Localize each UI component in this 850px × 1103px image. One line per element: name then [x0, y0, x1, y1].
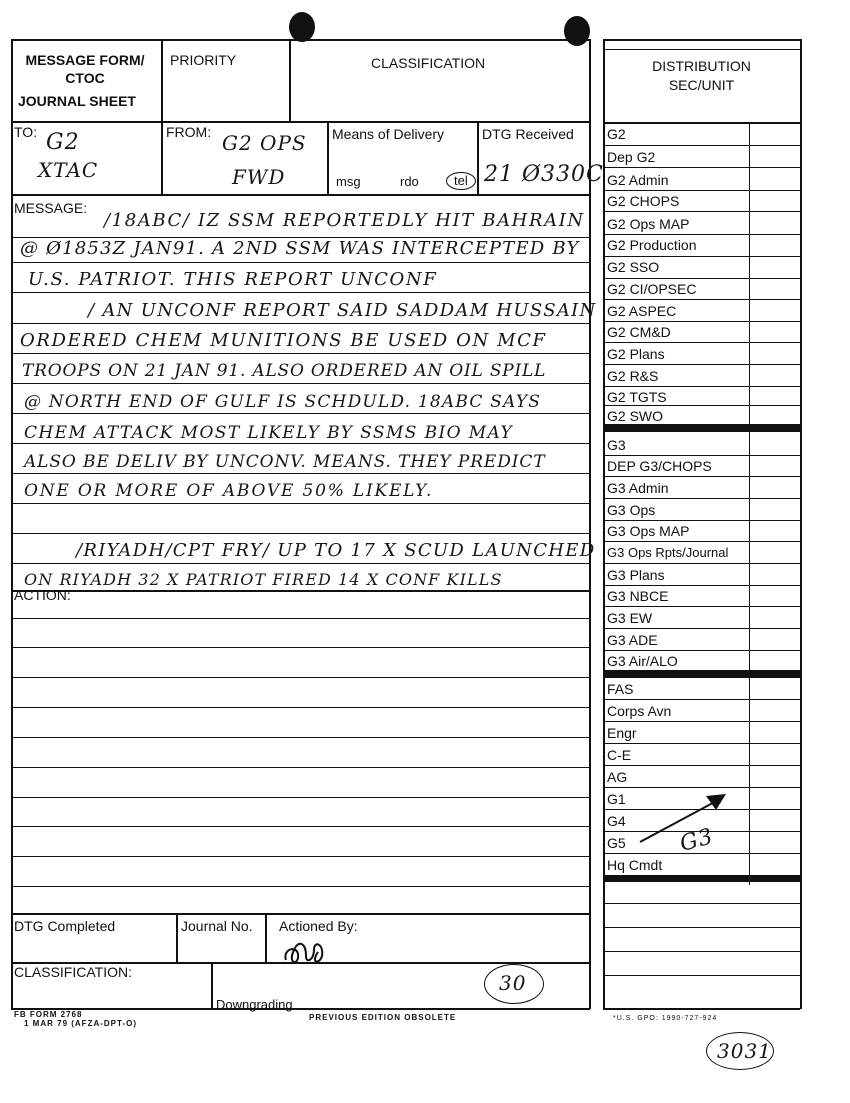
downgrading-label: Downgrading [216, 997, 293, 1012]
form-title-line-1: MESSAGE FORM/ [25, 52, 145, 68]
distribution-header: DISTRIBUTION SEC/UNIT [652, 58, 751, 93]
form-title-line-2: CTOC [65, 70, 105, 86]
dist-item-c-e: C-E [607, 747, 632, 763]
dist-item-g2-rs: G2 R&S [607, 368, 659, 384]
footer-classification-label: CLASSIFICATION: [14, 964, 132, 980]
delivery-option-tel: tel [446, 172, 476, 190]
initials-signature [280, 930, 330, 968]
from-label: FROM: [166, 124, 212, 140]
dtg-received-value: 21 Ø330C [484, 162, 604, 187]
priority-label: PRIORITY [170, 52, 237, 68]
dist-item-g3-plans: G3 Plans [607, 567, 665, 583]
dist-item-g3-air-alo: G3 Air/ALO [607, 653, 678, 669]
dist-item-corps-avn: Corps Avn [607, 703, 672, 719]
actioned-by-label: Actioned By: [279, 918, 358, 934]
dist-item-g3-ade: G3 ADE [607, 632, 658, 648]
dist-item-g2-admin: G2 Admin [607, 172, 669, 188]
dist-item-fas: FAS [607, 681, 634, 697]
dtg-completed-label: DTG Completed [14, 918, 116, 934]
message-line: / AN UNCONF REPORT SAID SADDAM HUSSAIN [88, 300, 597, 321]
dist-item-g3-ops-map: G3 Ops MAP [607, 523, 690, 539]
dist-item-g2-aspec: G2 ASPEC [607, 303, 677, 319]
previous-edition-note: PREVIOUS EDITION OBSOLETE [309, 1013, 457, 1022]
message-line: TROOPS ON 21 JAN 91. ALSO ORDERED AN OIL SPILL [22, 361, 547, 381]
dist-item-g2-ci-opsec: G2 CI/OPSEC [607, 281, 697, 297]
delivery-label: Means of Delivery [332, 126, 445, 142]
dist-item-g2: G2 [607, 126, 626, 142]
handwritten-distribution-note: G3 [677, 824, 717, 857]
form-number: FB FORM 2768 1 MAR 79 (AFZA-DPT-O) [14, 1010, 137, 1028]
delivery-option-rdo: rdo [400, 174, 419, 189]
form-title-line-3: JOURNAL SHEET [18, 93, 136, 109]
message-label: MESSAGE: [14, 200, 88, 216]
message-line: @ NORTH END OF GULF IS SCHDULD. 18ABC SAYS [24, 392, 542, 412]
section-divider [603, 670, 800, 678]
dist-item-g2-production: G2 Production [607, 237, 697, 253]
section-divider [603, 424, 800, 432]
dtg-received-label: DTG Received [482, 126, 574, 142]
dist-item-dep-g2: Dep G2 [607, 149, 656, 165]
dist-item-g3-ops-rpts-journal: G3 Ops Rpts/Journal [607, 545, 729, 560]
message-line: /18ABC/ IZ SSM REPORTEDLY HIT BAHRAIN [104, 210, 585, 231]
punch-hole-left [289, 12, 315, 42]
section-divider [603, 875, 800, 882]
dist-item-ag: AG [607, 769, 628, 785]
to-label: TO: [14, 124, 38, 140]
dist-item-g2-cmd: G2 CM&D [607, 324, 671, 340]
from-value-1: G2 OPS [222, 131, 307, 155]
gpo-note: *U.S. GPO: 1990-727-924 [613, 1015, 718, 1022]
message-line: /RIYADH/CPT FRY/ UP TO 17 X SCUD LAUNCHED [76, 540, 596, 561]
message-line: ORDERED CHEM MUNITIONS BE USED ON MCF [20, 330, 547, 351]
delivery-option-msg: msg [336, 174, 361, 189]
dist-item-g3-ops: G3 Ops [607, 502, 656, 518]
to-value-2: XTAC [38, 158, 99, 182]
dist-item-g1: G1 [607, 791, 626, 807]
dist-item-dep-g3-chops: DEP G3/CHOPS [607, 458, 712, 474]
dist-item-g2-chops: G2 CHOPS [607, 193, 680, 209]
circled-number: 30 [484, 964, 544, 1004]
dist-item-g4: G4 [607, 813, 626, 829]
dist-item-g3-admin: G3 Admin [607, 480, 669, 496]
dist-item-engr: Engr [607, 725, 637, 741]
dist-item-g2-ops-map: G2 Ops MAP [607, 216, 690, 232]
dist-item-g3: G3 [607, 437, 626, 453]
journal-no-label: Journal No. [181, 918, 253, 934]
message-line: ONE OR MORE OF ABOVE 50% LIKELY. [24, 481, 434, 501]
message-line: ON RIYADH 32 X PATRIOT FIRED 14 X CONF KILLS [24, 570, 503, 589]
message-line: @ Ø1853Z JAN91. A 2ND SSM WAS INTERCEPTED BY [20, 238, 580, 259]
dist-item-g2-sso: G2 SSO [607, 259, 660, 275]
action-label: ACTION: [14, 587, 71, 603]
dist-item-g2-swo: G2 SWO [607, 408, 664, 424]
dist-item-g5: G5 [607, 835, 626, 851]
form-title [20, 52, 150, 109]
message-line: ALSO BE DELIV BY UNCONV. MEANS. THEY PREDICT [24, 452, 546, 472]
message-line: CHEM ATTACK MOST LIKELY BY SSMS BIO MAY [24, 423, 514, 443]
to-value-1: G2 [46, 130, 80, 155]
dist-item-g3-ew: G3 EW [607, 610, 653, 626]
dist-item-g2-tgts: G2 TGTS [607, 389, 667, 405]
from-value-2: FWD [232, 165, 286, 189]
dist-item-g2-plans: G2 Plans [607, 346, 665, 362]
page-number: 3031 [706, 1032, 774, 1070]
punch-hole-right [564, 16, 590, 46]
dist-item-g3-nbce: G3 NBCE [607, 588, 669, 604]
message-line: U.S. PATRIOT. THIS REPORT UNCONF [28, 269, 438, 290]
dist-item-hq-cmdt: Hq Cmdt [607, 857, 663, 873]
classification-header-label: CLASSIFICATION [371, 55, 486, 71]
